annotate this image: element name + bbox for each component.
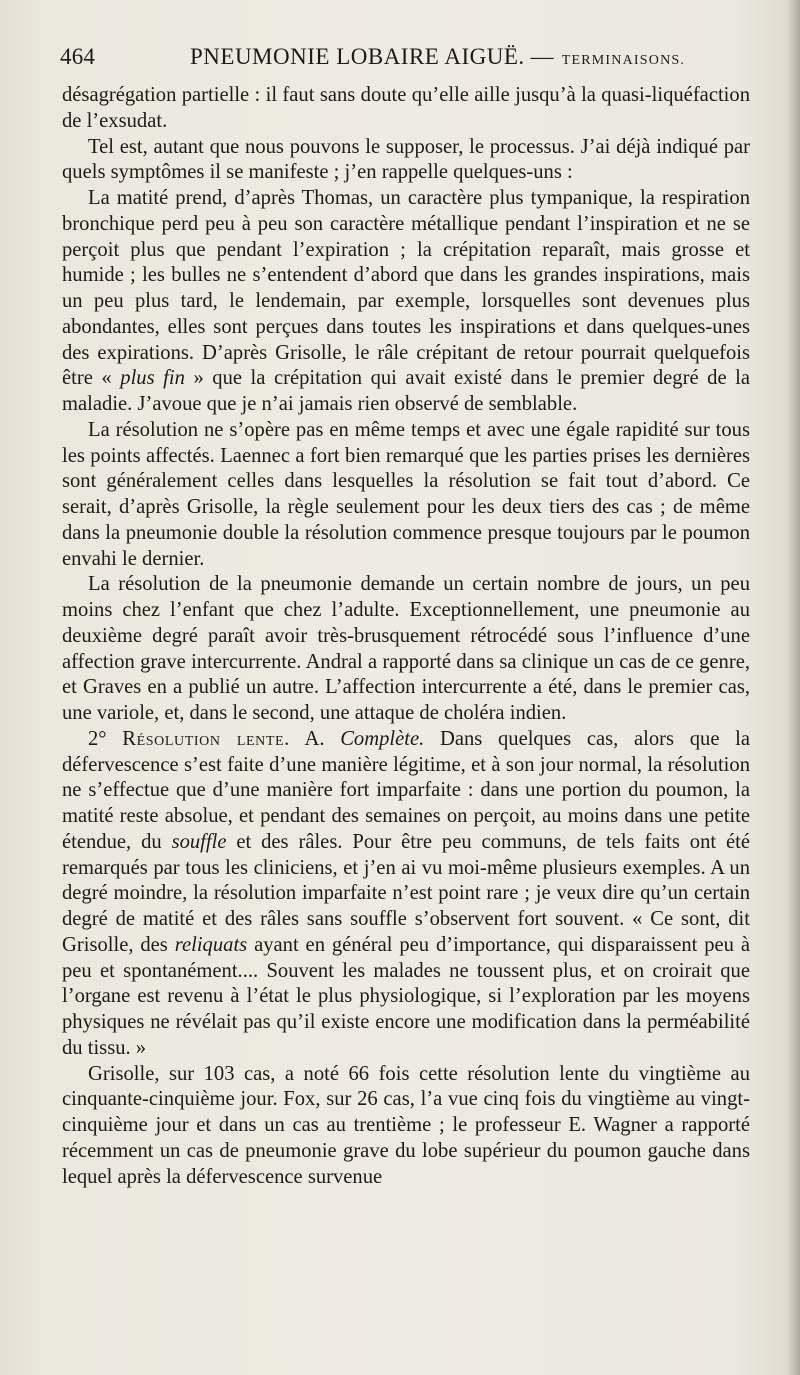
body-text [62,83,750,1190]
running-title: PNEUMONIE LOBAIRE AIGUË. [190,44,525,69]
paragraph-3: La matité prend, d’après Thomas, un caractère plus tympanique, la respiration bronchique perd peu à peu son caractère métallique pendant l’inspiration et ne se perçoit plus que pendant l’expiration ; la crépitation reparaît, mais grosse et humide ; les bulles ne s’entendent d’abord que dans les grandes inspirations, mais un peu plus tard, le lendemain, par exemple, lorsquelles sont devenues plus abondantes, elles sont perçues dans toutes les inspirations et dans quelques-unes des expirations. D’après Grisolle, le râle crépitant de retour pourrait quelquefois être « plus fin » que la crépitation qui avait existé dans le premier degré de la maladie. J’avoue que je n’ai jamais rien observé de semblable. [62,187,750,415]
emphasis-complete: Complète. [340,727,425,750]
paragraph-6: 2° Résolution lente. A. Complète. Dans quelques cas, alors que la défervescence s’est faite d’une manière légitime, et à son jour normal, la résolution ne s’effectue que d’une manière fort imparfaite : dans une portion du poumon, la matité reste absolue, et pendant des semaines on perçoit, au moins dans une petite étendue, du souffle et des râles. Pour être peu communs, de tels faits ont été remarqués par tous les cliniciens, et j’en ai vu moi-même plusieurs exemples. A un degré moindre, la résolution imparfaite n’est point rare ; je veux dire qu’un certain degré de matité et des râles sans souffle s’observent fort souvent. « Ce sont, dit Grisolle, des reliquats ayant en général peu d’importance, qui disparaissent peu à peu et spontanément.... Souvent les malades ne toussent plus, et on croirait que l’organe est revenu à l’état le plus physiologique, si l’exploration par les moyens physiques ne révélait pas qu’il existe encore une modification dans la perméabilité du tissu. » [62,727,751,1059]
paragraph-2: Tel est, autant que nous pouvons le supposer, le processus. J’ai déjà indiqué par quels symptômes il se manifeste ; j’en rappelle quelques-uns : [62,135,750,184]
paragraph-5: La résolution de la pneumonie demande un certain nombre de jours, un peu moins chez l’enfant que chez l’adulte. Exceptionnellement, une pneumonie au deuxième degré paraît avoir très-brusquement rétrocédé sous l’influence d’une affection grave intercurrente. Andral a rapporté dans sa clinique un cas de ce genre, et Graves en a publié un autre. L’affection intercurrente a été, dans le premier cas, une variole, et, dans le second, une attaque de choléra indien. [62,573,750,724]
emphasis-plus-fin: plus fin [120,367,185,390]
emphasis-reliquats: reliquats [174,933,248,956]
emphasis-souffle: souffle [171,830,227,853]
page-number: 464 [60,44,96,69]
paragraph-7: Grisolle, sur 103 cas, a noté 66 fois cette résolution lente du vingtième au cinquante-cinquième jour. Fox, sur 26 cas, l’a vue cinq fois du vingtième au vingt-cinquième jour et dans un cas au trentième ; le professeur E. Wagner a rapporté récemment un cas de pneumonie grave du lobe supérieur du poumon gauche dans lequel après la défervescence survenue [62,1062,750,1188]
running-header [60,44,760,78]
paragraph-1: désagrégation partielle : il faut sans doute qu’elle aille jusqu’à la quasi-liquéfaction de l’exsudat. [62,84,750,132]
paragraph-4: La résolution ne s’opère pas en même temps et avec une égale rapidité sur tous les points affectés. Laennec a fort bien remarqué que les parties prises les dernières sont généralement celles dans lesquelles la résolution se fait tout d’abord. Ce serait, d’après Grisolle, la règle seulement pour les deux tiers des cas ; de même dans la pneumonie double la résolution commence presque toujours par le poumon envahi le dernier. [62,418,750,570]
running-subtitle: TERMINAISONS. [561,53,686,68]
section-heading: Résolution lente. [122,727,290,750]
header-separator: — [530,44,554,69]
page-edge-shadow [786,0,800,1375]
